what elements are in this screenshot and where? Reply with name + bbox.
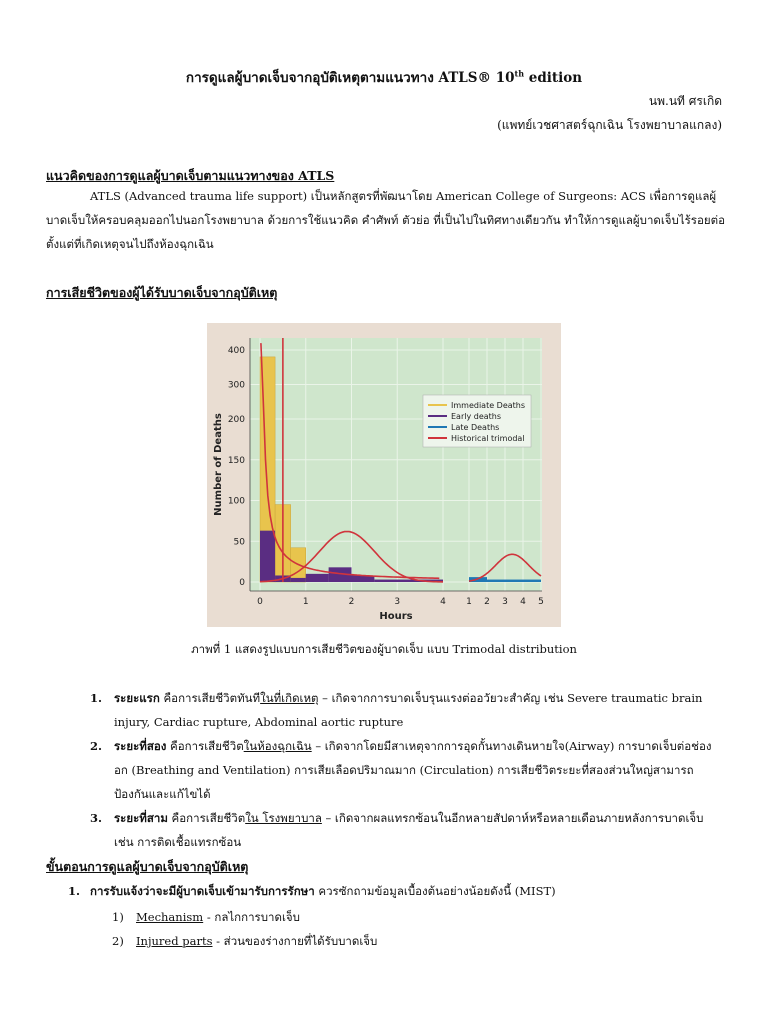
section-heading-atls: แนวคิดของการดูแลผู้บาดเจ็บตามแนวทางของ ATLS <box>46 168 335 183</box>
section-paragraph-atls: ATLS (Advanced trauma life support) เป็นหลักสูตรที่พัฒนาโดย American College of Surgeons: ACS เพื่อการดูแลผู้บาดเจ็บให้ครอบคลุมออกไปนอกโรงพยาบาล ด้วยการใช้แนวคิด คำศัพท์ ตัวย่อ ที่เป็นไปในทิศทางเดียวกัน ทำให้การดูแลผู้บาดเจ็บไร้รอยต่อตั้งแต่ที่เกิดเหตุจนไปถึงห้องฉุกเฉิน <box>46 189 725 251</box>
y-tick-label: 200 <box>227 415 245 425</box>
phase-item: 3. ระยะที่สาม คือการเสียชีวิตใน โรงพยาบาล – เกิดจากผลแทรกซ้อนในอีกหลายสัปดาห์หรือหลายเดือนภายหลังการบาดเจ็บ เช่น การติดเชื้อแทรกซ้อน <box>90 811 704 849</box>
bar-early-deaths <box>260 531 275 582</box>
x-tick-label: 4 <box>440 597 446 607</box>
phase-item: 2. ระยะที่สอง คือการเสียชีวิตในห้องฉุกเฉิน – เกิดจากโดยมีสาเหตุจากการอุดกั้นทางเดินหายใจ(Airway) การบาดเจ็บต่อช่องอก (Breathing and Ventilation) การเสียเลือดปริมาณมาก (Circulation) การเสียชีวิตระยะที่สองส่วนใหญ่สามารถป้องกันและแก้ไขได้ <box>90 739 712 801</box>
x-tick-label: 2 <box>348 597 355 607</box>
section-heading-deaths: การเสียชีวิตของผู้ได้รับบาดเจ็บจากอุบัติเหตุ <box>46 285 278 300</box>
bar-late-deaths <box>487 580 541 582</box>
x-axis-label: Hours <box>379 611 413 622</box>
x-tick-label: 2 <box>484 597 490 607</box>
legend-label: Late Deaths <box>451 423 500 432</box>
x-tick-label: 1 <box>466 597 472 607</box>
legend-label: Early deaths <box>451 412 502 421</box>
author-affiliation: (แพทย์เวชศาสตร์ฉุกเฉิน โรงพยาบาลแกลง) <box>497 118 722 132</box>
mist-item: 1) Mechanism - กลไกการบาดเจ็บ <box>112 910 300 924</box>
step-item: 1. การรับแจ้งว่าจะมีผู้บาดเจ็บเข้ามารับการรักษา ควรซักถามข้อมูลเบื้องต้นอย่างน้อยดังนี้ (MIST) <box>68 884 556 898</box>
phase-list <box>90 686 720 854</box>
legend-label: Immediate Deaths <box>451 401 526 410</box>
y-tick-label: 50 <box>233 537 245 548</box>
y-tick-label: 150 <box>227 455 245 466</box>
legend-label: Historical trimodal <box>451 434 525 443</box>
trimodal-chart <box>207 323 561 627</box>
x-tick-label: 1 <box>302 597 309 607</box>
y-axis-label: Number of Deaths <box>213 413 224 516</box>
x-tick-label: 0 <box>257 597 263 607</box>
author-name: นพ.นที ศรเกิด <box>648 94 722 108</box>
y-tick-label: 0 <box>239 578 245 588</box>
mist-item: 2) Injured parts - ส่วนของร่างกายที่ได้รับบาดเจ็บ <box>112 934 378 948</box>
x-tick-label: 5 <box>538 597 544 607</box>
y-tick-label: 100 <box>227 496 245 507</box>
y-tick-label: 400 <box>227 346 245 356</box>
bar-early-deaths <box>291 578 306 582</box>
document-title: การดูแลผู้บาดเจ็บจากอุบัติเหตุตามแนวทาง ATLS® 10th edition <box>185 68 583 86</box>
x-tick-label: 3 <box>502 597 508 607</box>
section-heading-steps: ขั้นตอนการดูแลผู้บาดเจ็บจากอุบัติเหตุ <box>46 859 249 874</box>
x-tick-label: 3 <box>394 597 401 607</box>
bar-early-deaths <box>306 574 329 582</box>
y-tick-label: 300 <box>227 380 245 391</box>
figure-caption: ภาพที่ 1 แสดงรูปแบบการเสียชีวิตของผู้บาดเจ็บ แบบ Trimodal distribution <box>191 642 577 656</box>
x-tick-label: 4 <box>520 597 526 607</box>
phase-item: 1. ระยะแรก คือการเสียชีวิตทันทีในที่เกิดเหตุ – เกิดจากการบาดเจ็บรุนแรงต่ออวัยวะสำคัญ เช่น Severe traumatic brain injury, Cardiac rupture, Abdominal aortic rupture <box>90 691 703 729</box>
